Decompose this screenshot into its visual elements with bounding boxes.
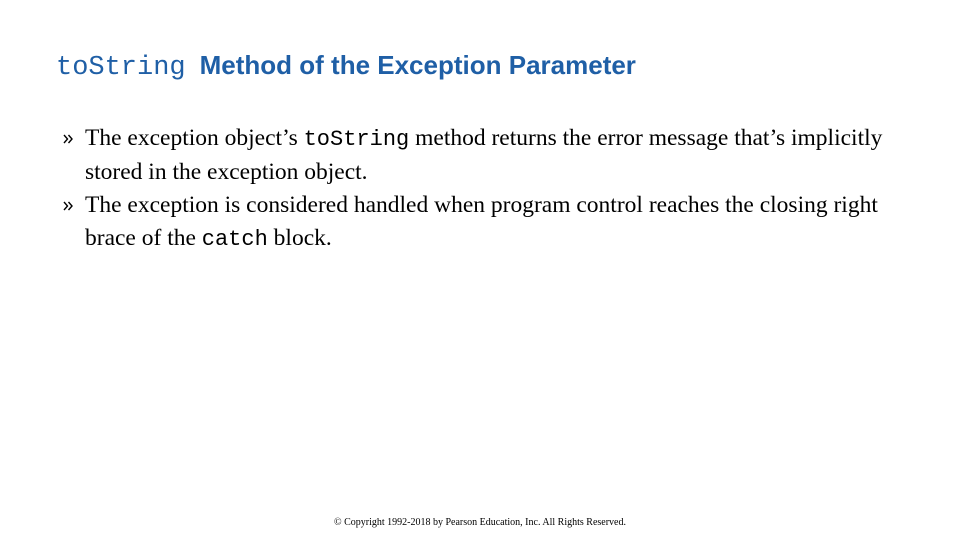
title-text: Method of the Exception Parameter [199, 50, 636, 80]
bullet-code: toString [303, 127, 410, 152]
title-code: toString [56, 53, 186, 83]
chevron-right-icon [63, 189, 77, 222]
bullet-item [64, 122, 884, 189]
bullet-item [64, 189, 884, 256]
bullet-code: catch [201, 227, 268, 252]
bullet-text-before: The exception is considered handled when program control reaches the closing right brace of the [85, 192, 878, 251]
bullet-list [64, 122, 884, 256]
bullet-text-after: block. [267, 225, 332, 251]
bullet-text-before: The exception object’s [85, 125, 304, 151]
slide-title [56, 50, 636, 83]
chevron-right-icon [63, 122, 77, 155]
bullet-text-after: method returns the error message that’s implicitly stored in the exception object. [85, 125, 883, 185]
copyright-footer: © Copyright 1992-2018 by Pearson Education, Inc. All Rights Reserved. [333, 517, 626, 528]
